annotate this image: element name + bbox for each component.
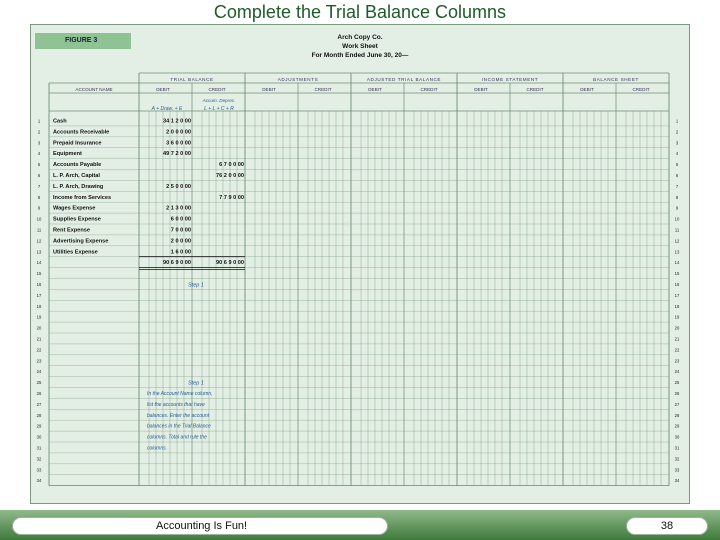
- slide-title: Complete the Trial Balance Columns: [213, 2, 507, 22]
- section-title-4: INCOME STATEMENT: [481, 77, 539, 82]
- row-number-right: 22: [674, 347, 680, 353]
- worksheet-grid: [31, 25, 690, 504]
- row-number-left: 13: [36, 249, 42, 255]
- debit-amount: 90 6 9 0 00: [163, 260, 191, 267]
- page-number: 38: [660, 520, 674, 532]
- step-marker: Step 1: [188, 282, 204, 289]
- row-number-right: 17: [674, 292, 680, 298]
- worksheet-period: For Month Ended June 30, 20—: [311, 52, 409, 59]
- credit-amount: 76 2 0 0 00: [216, 173, 244, 179]
- credit-amount: 7 7 9 0 00: [219, 194, 244, 201]
- row-number-right: 16: [674, 282, 680, 287]
- row-number-right: 5: [675, 162, 679, 168]
- account-name: Accounts Payable: [53, 162, 102, 169]
- row-number-right: 20: [674, 325, 680, 331]
- worksheet-title: Work Sheet: [342, 43, 378, 50]
- equation-credit-top: Accum. Deprec.: [202, 98, 236, 103]
- debit-label-5: DEBIT: [580, 87, 594, 92]
- row-number-left: 20: [36, 325, 42, 331]
- row-number-left: 11: [36, 227, 42, 233]
- debit-label-4: DEBIT: [474, 87, 488, 92]
- row-number-left: 28: [36, 412, 42, 418]
- row-number-left: 30: [36, 434, 42, 440]
- row-number-left: 19: [36, 314, 42, 320]
- step-note-line: balances in the Trial Balance: [147, 423, 211, 430]
- row-number-right: 30: [674, 434, 680, 440]
- debit-amount: 1 6 0 00: [170, 249, 191, 256]
- section-title-1: TRIAL BALANCE: [170, 77, 214, 82]
- row-number-left: 6: [37, 173, 41, 178]
- account-name-header: ACCOUNT NAME: [75, 87, 113, 92]
- account-name: Prepaid Insurance: [53, 140, 102, 147]
- credit-label-3: CREDIT: [420, 87, 438, 92]
- row-number-right: 32: [674, 456, 680, 462]
- row-number-left: 7: [37, 183, 41, 189]
- row-number-right: 11: [674, 227, 680, 233]
- row-number-right: 19: [674, 314, 680, 320]
- row-number-right: 21: [674, 336, 680, 342]
- row-number-right: 13: [674, 249, 680, 255]
- credit-label-2: CREDIT: [314, 87, 332, 92]
- debit-amount: 2 0 0 00: [170, 238, 191, 245]
- debit-amount: 2 1 3 0 00: [166, 205, 191, 212]
- row-number-right: 29: [674, 423, 680, 429]
- step-note-title: Step 1: [188, 380, 204, 387]
- row-number-left: 2: [37, 129, 41, 135]
- row-number-right: 10: [674, 216, 680, 222]
- account-name: Wages Expense: [53, 205, 96, 212]
- account-name: Accounts Receivable: [53, 129, 110, 136]
- account-name: Cash: [53, 118, 67, 125]
- row-number-left: 22: [36, 347, 42, 353]
- row-number-left: 15: [36, 271, 42, 277]
- row-number-left: 27: [36, 401, 42, 407]
- row-number-right: 7: [675, 183, 679, 189]
- credit-label-4: CREDIT: [526, 87, 544, 92]
- row-number-left: 14: [36, 260, 42, 266]
- row-number-left: 4: [37, 151, 41, 157]
- account-name: Income from Services: [53, 194, 112, 201]
- step-note-line: balances. Enter the account: [147, 412, 209, 419]
- row-number-left: 32: [36, 456, 42, 462]
- section-title-5: BALANCE SHEET: [593, 77, 639, 82]
- account-name: L. P. Arch, Capital: [53, 173, 100, 179]
- worksheet-figure: [30, 24, 690, 504]
- row-number-left: 9: [37, 205, 41, 211]
- row-number-left: 29: [36, 423, 42, 429]
- row-number-right: 15: [674, 271, 680, 277]
- row-number-right: 1: [675, 118, 679, 124]
- step-note-line: columns. Total and rule the: [147, 434, 207, 441]
- row-number-left: 21: [36, 336, 42, 342]
- row-number-left: 3: [37, 140, 41, 146]
- row-number-left: 10: [36, 216, 42, 222]
- company-name: Arch Copy Co.: [337, 34, 383, 41]
- debit-amount: 6 0 0 00: [170, 216, 191, 223]
- row-number-right: 26: [674, 391, 680, 396]
- row-number-left: 34: [36, 478, 42, 484]
- credit-label-1: CREDIT: [208, 87, 226, 92]
- footer-text: Accounting Is Fun!: [156, 520, 248, 532]
- row-number-left: 23: [36, 358, 42, 364]
- debit-amount: 2 5 0 0 00: [166, 183, 191, 190]
- row-number-left: 18: [36, 303, 42, 309]
- debit-label-3: DEBIT: [368, 87, 382, 92]
- account-name: Equipment: [53, 151, 82, 158]
- row-number-right: 25: [674, 380, 680, 386]
- row-number-left: 26: [36, 391, 42, 396]
- section-title-2: ADJUSTMENTS: [277, 77, 319, 82]
- row-number-left: 24: [36, 369, 42, 375]
- credit-amount: 6 7 0 0 00: [219, 162, 244, 169]
- row-number-right: 4: [675, 151, 679, 157]
- row-number-right: 12: [674, 238, 680, 244]
- figure-label: FIGURE 3: [35, 33, 131, 49]
- equation-debit: A + Draw. + E: [151, 106, 183, 112]
- account-name: Supplies Expense: [53, 216, 101, 223]
- row-number-right: 34: [674, 478, 680, 484]
- credit-label-5: CREDIT: [632, 87, 650, 92]
- debit-amount: 34 1 2 0 00: [163, 118, 191, 125]
- step-note-line: columns.: [147, 445, 168, 452]
- account-name: Advertising Expense: [53, 238, 109, 245]
- debit-amount: 2 0 0 0 00: [166, 129, 191, 136]
- row-number-right: 28: [674, 412, 680, 418]
- row-number-left: 31: [36, 445, 42, 451]
- row-number-left: 12: [36, 238, 42, 244]
- row-number-left: 8: [37, 194, 41, 200]
- row-number-left: 1: [37, 118, 41, 124]
- account-name: L. P. Arch, Drawing: [53, 183, 104, 190]
- row-number-right: 9: [675, 205, 679, 211]
- equation-credit-bottom: L + L + C + R: [204, 106, 234, 112]
- account-name: Rent Expense: [53, 227, 90, 234]
- row-number-right: 23: [674, 358, 680, 364]
- section-title-3: ADJUSTED TRIAL BALANCE: [366, 77, 442, 82]
- row-number-left: 17: [36, 292, 42, 298]
- credit-amount: 90 6 9 0 00: [216, 260, 244, 267]
- row-number-right: 27: [674, 401, 680, 407]
- step-note-line: list the accounts that have: [147, 401, 205, 408]
- account-name: Utilities Expense: [53, 249, 98, 256]
- row-number-right: 6: [675, 173, 679, 178]
- row-number-right: 2: [675, 129, 679, 135]
- row-number-right: 31: [674, 445, 680, 451]
- debit-amount: 7 0 0 00: [170, 227, 191, 234]
- row-number-right: 3: [675, 140, 679, 146]
- debit-amount: 3 6 0 0 00: [166, 140, 191, 147]
- row-number-left: 5: [37, 162, 41, 168]
- row-number-right: 33: [674, 467, 680, 473]
- row-number-left: 25: [36, 380, 42, 386]
- step-note-line: In the Account Name column,: [147, 391, 213, 397]
- row-number-right: 18: [674, 303, 680, 309]
- debit-label-1: DEBIT: [156, 87, 170, 92]
- row-number-left: 16: [36, 282, 42, 287]
- row-number-right: 24: [674, 369, 680, 375]
- debit-label-2: DEBIT: [262, 87, 276, 92]
- debit-amount: 49 7 2 0 00: [163, 151, 191, 158]
- row-number-left: 33: [36, 467, 42, 473]
- row-number-right: 8: [675, 194, 679, 200]
- row-number-right: 14: [674, 260, 680, 266]
